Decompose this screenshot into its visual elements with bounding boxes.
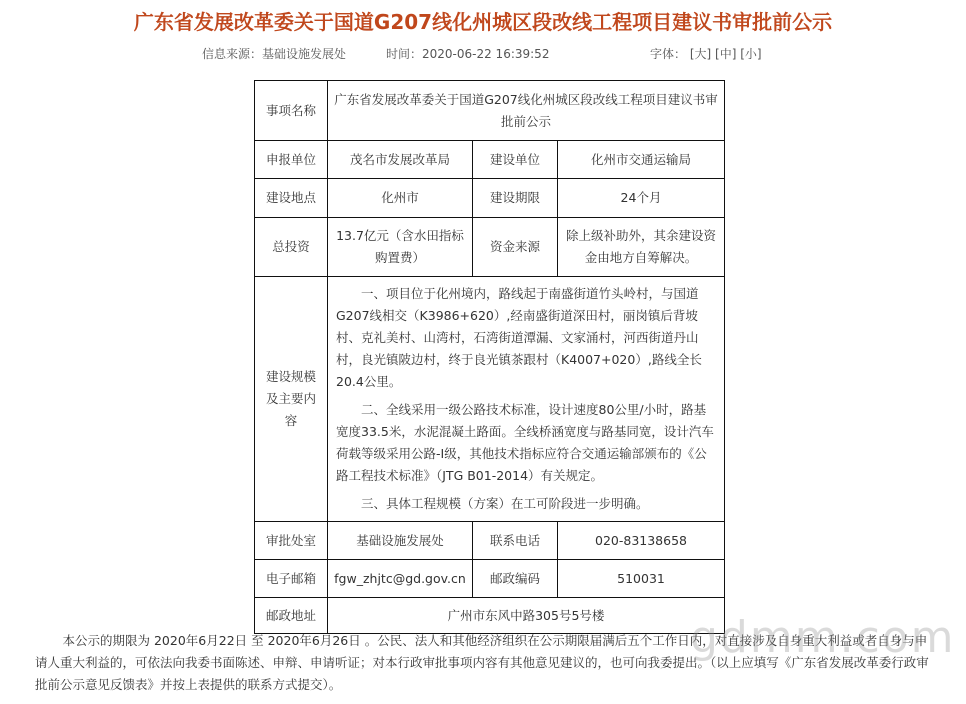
table-row xyxy=(255,522,725,560)
scope-label: 建设规模及主要内容 xyxy=(255,277,328,522)
scope-content xyxy=(328,277,725,522)
builder-value: 化州市交通运输局 xyxy=(558,141,725,179)
table-row xyxy=(255,277,725,522)
office-value: 基础设施发展处 xyxy=(328,522,473,560)
period-value: 24个月 xyxy=(558,179,725,218)
address-label: 邮政地址 xyxy=(255,598,328,634)
phone-label: 联系电话 xyxy=(473,522,558,560)
investment-label: 总投资 xyxy=(255,218,328,277)
scope-paragraph-3: 三、具体工程规模（方案）在工可阶段进一步明确。 xyxy=(361,496,649,511)
postcode-label: 邮政编码 xyxy=(473,560,558,598)
project-info-table xyxy=(254,80,725,634)
postcode-value: 510031 xyxy=(558,560,725,598)
font-size-small-link[interactable]: [小] xyxy=(740,47,762,61)
applicant-value: 茂名市发展改革局 xyxy=(328,141,473,179)
funding-value: 除上级补助外，其余建设资金由地方自筹解决。 xyxy=(558,218,725,277)
font-size-switcher xyxy=(650,45,762,62)
scope-paragraph-1: 一、项目位于化州境内，路线起于南盛街道竹头岭村，与国道G207线相交（K3986+620）,经南盛街道深田村，丽岗镇后背坡村、克礼美村、山湾村，石湾街道潭漏、文家涌村，河西街道丹山村，良光镇陂边村，终于良光镇茶跟村（K4007+020）,路线全长20.4公里。 xyxy=(336,286,702,389)
watermark: gdmm.com xyxy=(690,612,956,663)
page-title: 广东省发展改革委关于国道G207线化州城区段改线工程项目建议书审批前公示 xyxy=(133,10,833,34)
funding-label: 资金来源 xyxy=(473,218,558,277)
table-row xyxy=(255,560,725,598)
table-row xyxy=(255,218,725,277)
table-row xyxy=(255,141,725,179)
table-row xyxy=(255,81,725,141)
applicant-label: 申报单位 xyxy=(255,141,328,179)
office-label: 审批处室 xyxy=(255,522,328,560)
phone-value: 020-83138658 xyxy=(558,522,725,560)
period-label: 建设期限 xyxy=(473,179,558,218)
info-source: 信息来源：基础设施发展处 xyxy=(202,47,347,61)
notice-footer xyxy=(35,630,935,696)
location-value: 化州市 xyxy=(328,179,473,218)
email-value: fgw_zhjtc@gd.gov.cn xyxy=(328,560,473,598)
email-label: 电子邮箱 xyxy=(255,560,328,598)
publish-time: 时间：2020-06-22 16:39:52 xyxy=(386,47,550,61)
investment-value: 13.7亿元（含水田指标购置费） xyxy=(328,218,473,277)
scope-paragraph-2: 二、全线采用一级公路技术标准，设计速度80公里/小时，路基宽度33.5米，水泥混凝土路面。全线桥涵宽度与路基同宽，设计汽车荷载等级采用公路-I级，其他技术指标应符合交通运输部颁布的《公路工程技术标准》（JTG B01-2014）有关规定。 xyxy=(336,402,714,483)
item-name-label: 事项名称 xyxy=(255,81,328,141)
location-label: 建设地点 xyxy=(255,179,328,218)
font-size-label: 字体： xyxy=(650,47,687,61)
font-size-medium-link[interactable]: [中] xyxy=(715,47,737,61)
item-name-value: 广东省发展改革委关于国道G207线化州城区段改线工程项目建议书审批前公示 xyxy=(328,81,725,141)
font-size-large-link[interactable]: [大] xyxy=(689,47,712,61)
builder-label: 建设单位 xyxy=(473,141,558,179)
table-row xyxy=(255,179,725,218)
table-row xyxy=(255,598,725,634)
address-value: 广州市东风中路305号5号楼 xyxy=(328,598,725,634)
notice-text: 本公示的期限为 2020年6月22日 至 2020年6月26日 。公民、法人和其他经济组织在公示期限届满后五个工作日内，对直接涉及自身重大利益或者自身与申请人重大利益的，可依法向我委书面陈述、申辩、申请听证；对本行政审批事项内容有其他意见建议的，也可向我委提出。（以上应填写《广东省发展改革委行政审批前公示意见反馈表》并按上表提供的联系方式提交）。 xyxy=(35,633,929,692)
